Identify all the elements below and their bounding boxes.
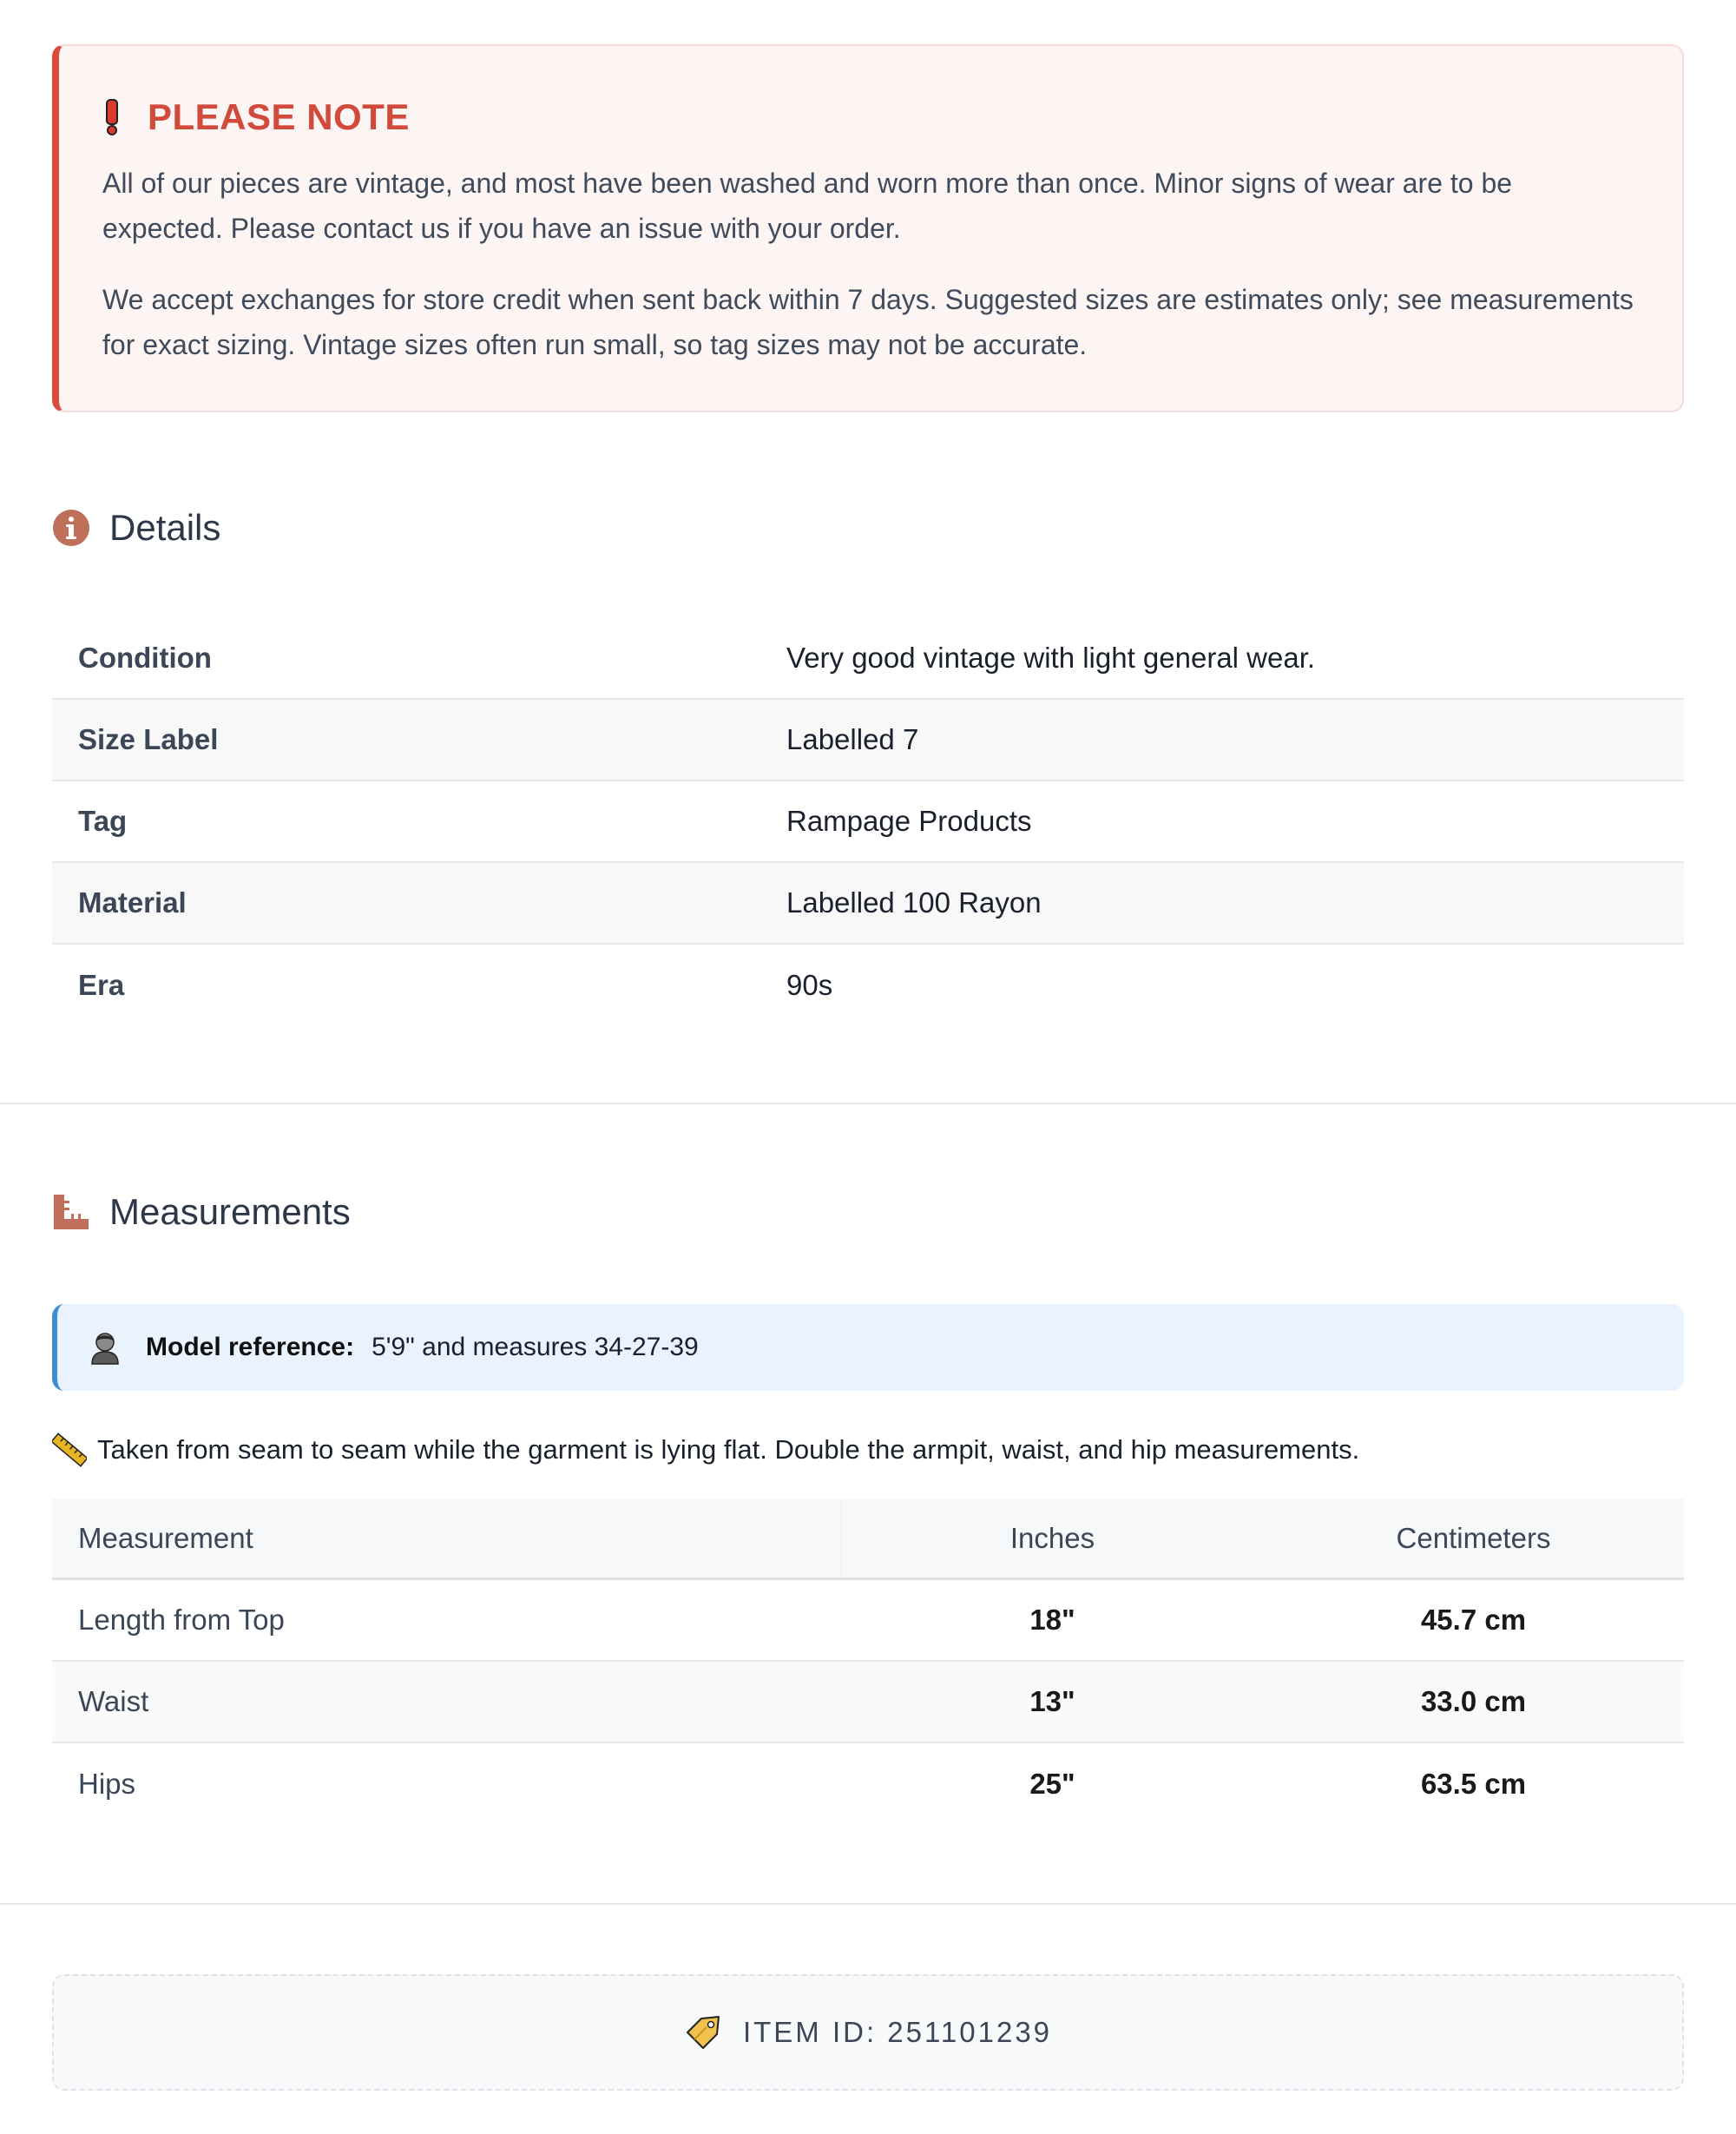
- price-tag-icon: [684, 2013, 722, 2052]
- table-row: [52, 945, 1684, 1026]
- table-row: [52, 781, 1684, 863]
- notice-paragraph-2: We accept exchanges for store credit when sent back within 7 days. Suggested sizes are estimates only; see measurements for exact sizing. Vintage sizes often run small, so tag sizes may not be accurate.: [102, 284, 1634, 360]
- details-label: Material: [78, 886, 187, 919]
- measurements-table: [52, 1498, 1684, 1825]
- details-title: Details: [109, 507, 221, 548]
- measurement-name: Length from Top: [78, 1604, 285, 1636]
- column-header-measurement: Measurement: [52, 1498, 842, 1577]
- table-row: [52, 1662, 1684, 1743]
- measurement-cm: 33.0 cm: [1420, 1685, 1527, 1717]
- please-note-panel: [52, 44, 1684, 412]
- details-value: Labelled 7: [786, 723, 919, 755]
- details-value: Rampage Products: [786, 805, 1032, 837]
- measurements-header: [52, 1186, 1684, 1238]
- section-divider: [0, 1103, 1736, 1104]
- section-divider: [0, 1903, 1736, 1905]
- item-id-box: [52, 1974, 1684, 2091]
- exclamation-icon: [102, 99, 122, 135]
- measurement-inches: 13": [1029, 1685, 1075, 1717]
- details-label: Tag: [78, 805, 128, 837]
- notice-header: [102, 93, 1634, 142]
- details-label: Era: [78, 969, 125, 1001]
- details-value: Very good vintage with light general wear.: [786, 642, 1316, 674]
- notice-title: PLEASE NOTE: [148, 96, 410, 137]
- measurement-name: Waist: [78, 1685, 149, 1717]
- measurements-title: Measurements: [109, 1191, 351, 1232]
- table-row: [52, 1743, 1684, 1825]
- column-header-inches: Inches: [1009, 1521, 1095, 1554]
- notice-paragraph-1: All of our pieces are vintage, and most have been washed and worn more than once. Minor signs of wear are to be expected. Please contact us if you have an issue with your order.: [102, 168, 1513, 244]
- details-table: [52, 618, 1684, 1026]
- table-row: [52, 863, 1684, 945]
- item-id-text: ITEM ID: 251101239: [742, 2016, 1053, 2048]
- details-label: Condition: [78, 642, 212, 674]
- straight-ruler-icon: [52, 1433, 87, 1467]
- table-row: [52, 1580, 1684, 1662]
- info-circle-icon: [52, 509, 90, 547]
- table-header-row: [52, 1498, 1684, 1580]
- details-label: Size Label: [78, 723, 219, 755]
- table-row: [52, 700, 1684, 781]
- measurement-cm: 45.7 cm: [1420, 1604, 1527, 1636]
- measurement-name: Hips: [78, 1768, 136, 1800]
- model-reference-label: Model reference:: [146, 1333, 355, 1361]
- measurement-cm: 63.5 cm: [1420, 1768, 1527, 1800]
- column-header-centimeters: Centimeters: [1396, 1521, 1551, 1554]
- measurement-note-text: Taken from seam to seam while the garment is lying flat. Double the armpit, waist, and hip measurements.: [97, 1434, 1360, 1465]
- measurement-inches: 25": [1029, 1768, 1075, 1800]
- model-person-icon: [87, 1329, 123, 1366]
- measurement-note: [52, 1424, 1684, 1476]
- ruler-icon: [52, 1193, 90, 1231]
- measurement-inches: 18": [1029, 1604, 1075, 1636]
- details-value: 90s: [786, 969, 833, 1001]
- model-reference-value: 5'9" and measures 34-27-39: [372, 1333, 699, 1361]
- details-value: Labelled 100 Rayon: [786, 886, 1042, 919]
- details-header: [52, 502, 1684, 554]
- model-reference-box: [52, 1304, 1684, 1391]
- table-row: [52, 618, 1684, 700]
